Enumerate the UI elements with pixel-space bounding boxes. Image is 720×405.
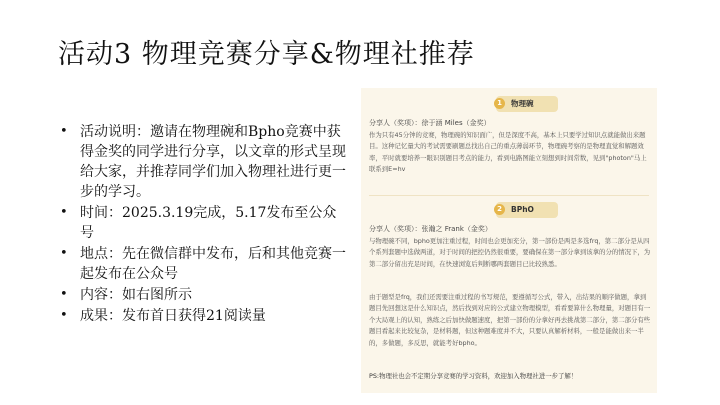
- section-number-icon: 1: [494, 98, 505, 109]
- slide-title: 活动3 物理竞赛分享&物理社推荐: [58, 39, 475, 70]
- physics-bowl-paragraph: 作为只有45分钟的竞赛，物理碗的知识面广，但是深度不高，基本上只要学过知识点就能做出来题目。这种记忆量大的考试需要刷题总找出自己的重点薄弱环节，物理碗考察的是物理直觉和解题效率，平时就要培养一眼识别题目考点的能力，看到电路图能立刻想到时间常数，见到"photon"马上联系到E=hv: [369, 131, 647, 174]
- bpho-paragraph-2: 由于题型是frq，我们还需要注重过程的书写规范，要遵循写公式，带入，出结果的顺序做题，拿到题目先回想这是什么知识点，然后找到对应的公式建立物理模型，看看要算什么物理量，对题目有一个大局观上的认知，熟练之后加快做题速度，把第一部份的分拿好再去挑战第二部分，第二部分有些题目看起来比较复杂，是材料题，但这种题难度并不大，只要认真解析材料，一般是能做出来一半的，多做题，多反思，就能考好bpho。: [369, 293, 651, 347]
- activity-bullet-list: [58, 122, 348, 327]
- bullet-marker: •: [60, 287, 68, 302]
- bullet-description-text: 活动说明：邀请在物理碗和Bpho竞赛中获得金奖的同学进行分享，以文章的形式呈现给大家，并推荐同学们加入物理社进行更一步的学习。: [80, 124, 346, 200]
- bullet-content: [58, 285, 348, 305]
- bullet-marker: •: [60, 308, 68, 323]
- bullet-time-text: 时间：2025.3.19完成，5.17发布至公众号: [80, 205, 337, 241]
- bpho-ps-note: PS:物理社也会不定期分享竞赛的学习资料，欢迎加入物理社进一步了解！: [369, 372, 578, 380]
- bullet-location-text: 地点：先在微信群中发布，后和其他竞赛一起发布在公众号: [80, 246, 346, 282]
- bullet-marker: •: [60, 205, 68, 220]
- article-screenshot: [361, 88, 657, 393]
- bullet-content-text: 内容：如右图所示: [80, 287, 192, 303]
- bpho-paragraph-1: 与物理碗不同，bpho更加注重过程，时间也会更加充分，第一部份是两是多选frq，第二部分是从四个系列套题中选做两道，对于时间的把控仍然很重要，要确保在第一部分拿到该拿的分的情况下，为第二部分留出充足时间，在快速浏览后判断哪两套题目已比较熟悉。: [369, 237, 651, 268]
- bullet-marker: •: [60, 124, 68, 139]
- bpho-badge: [496, 202, 558, 218]
- bullet-marker: •: [60, 246, 68, 261]
- bullet-result: [58, 306, 348, 326]
- physics-bowl-badge-label: 物理碗: [511, 99, 534, 108]
- section-number-icon: 2: [494, 204, 505, 215]
- bullet-description: [58, 122, 348, 202]
- physics-bowl-sharer: 分享人（奖项）：徐于涵 Miles（金奖）: [369, 119, 491, 127]
- physics-bowl-badge: [496, 96, 558, 112]
- bpho-badge-label: BPhO: [511, 205, 534, 214]
- bpho-sharer: 分享人（奖项）：张瀚之 Frank（金奖）: [369, 225, 492, 233]
- bullet-result-text: 成果：发布首日获得21阅读量: [80, 308, 266, 324]
- section-divider: [369, 195, 649, 196]
- bullet-location: [58, 244, 348, 284]
- bullet-time: [58, 203, 348, 243]
